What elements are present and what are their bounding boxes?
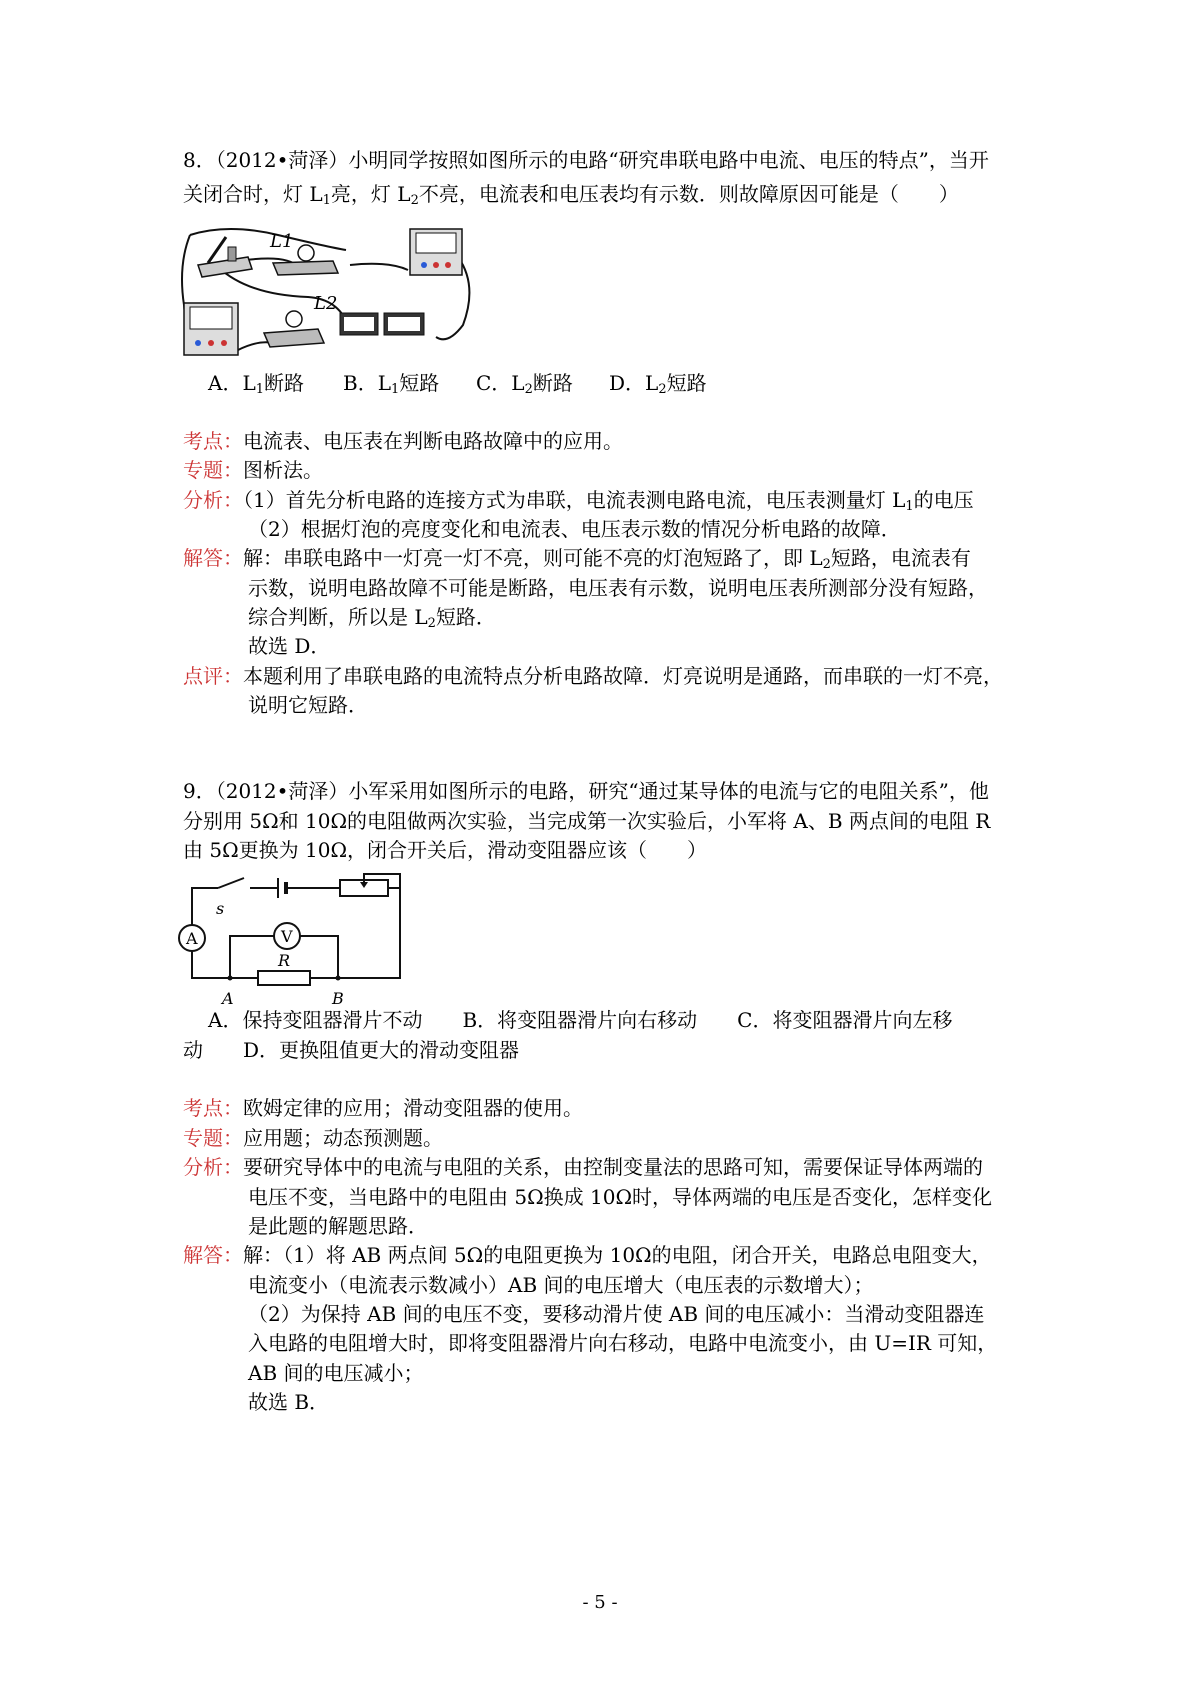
point-b-label: B (332, 989, 344, 1008)
q8-stem-line2: 关闭合时，灯 $L_1$亮，灯 $L_2$不亮，电流表和电压表均有示数．则故障原因可能是（ ） (183, 182, 959, 208)
q8-option-a[interactable]: A．$L_1$断路 (208, 371, 305, 397)
q9-stem-line1: 9．（2012•菏泽）小军采用如图所示的电路，研究“通过某导体的电流与它的电阻关系”，他 (183, 779, 989, 803)
q8-fenxi-line2: （2）根据灯泡的亮度变化和电流表、电压表示数的情况分析电路的故障． (248, 517, 901, 541)
voltmeter-dial (190, 307, 232, 329)
q9-jieda-line1: 解答：解：（1）将 AB 两点间 5Ω的电阻更换为 10Ω的电阻，闭合开关，电路总电阻变大， (183, 1243, 992, 1267)
q9-jieda-line5: AB 间的电压减小； (248, 1361, 424, 1385)
q9-fenxi-line1: 分析：要研究导体中的电流与电阻的关系，由控制变量法的思路可知，需要保证导体两端的 (183, 1155, 983, 1179)
l2-bulb-icon (286, 311, 302, 327)
q8-stem-line1: 8．（2012•菏泽）小明同学按照如图所示的电路“研究串联电路中电流、电压的特点”，当开 (183, 148, 989, 172)
l2-board (264, 329, 324, 347)
node-a (228, 976, 233, 981)
q8-jieda-line1: 解答：解：串联电路中一灯亮一灯不亮，则可能不亮的灯泡短路了，即 $L_2$短路，电流表有 (183, 546, 971, 572)
q9-options-line1[interactable]: A．保持变阻器滑片不动 B．将变阻器滑片向右移动 C．将变阻器滑片向左移 (208, 1008, 953, 1032)
q8-option-b[interactable]: B．$L_1$短路 (343, 371, 440, 397)
terminal (221, 340, 227, 346)
q9-jieda-line4: 入电路的电阻增大时，即将变阻器滑片向右移动，电路中电流变小，由 U=IR 可知， (248, 1331, 998, 1355)
q9-options-line2[interactable]: 动 D．更换阻值更大的滑动变阻器 (183, 1038, 520, 1062)
wire (350, 264, 408, 270)
terminal (208, 340, 214, 346)
q9-fenxi-line2: 电压不变，当电路中的电阻由 5Ω换成 10Ω时，导体两端的电压是否变化，怎样变化 (248, 1185, 993, 1209)
q8-dianping-line2: 说明它短路． (248, 693, 368, 717)
q8-option-c[interactable]: C．$L_2$断路 (476, 371, 573, 397)
ammeter-label: A (186, 929, 198, 948)
resistor-label: R (278, 951, 291, 970)
l1-board (273, 261, 338, 275)
switch-base (198, 257, 252, 277)
switch-clip (228, 247, 236, 261)
battery-label (388, 317, 420, 331)
switch-lever (208, 237, 226, 263)
battery-label (344, 317, 374, 331)
q8-zhuanti: 专题：图析法。 (183, 458, 323, 482)
point-a-label: A (222, 989, 234, 1008)
q8-circuit-figure (178, 225, 478, 385)
q8-option-d[interactable]: D．$L_2$短路 (609, 371, 707, 397)
q9-jieda-line2: 电流变小（电流表示数减小）AB 间的电压增大（电压表的示数增大）； (248, 1273, 874, 1297)
node-b (336, 976, 341, 981)
q9-circuit-figure (178, 870, 448, 1015)
q8-jieda-line3: 综合判断，所以是 $L_2$短路． (248, 605, 496, 631)
q9-stem-line3: 由 5Ω更换为 10Ω，闭合开关后，滑动变阻器应该（ ） (183, 838, 708, 862)
wire (192, 951, 230, 978)
ammeter-dial (416, 233, 456, 253)
q9-zhuanti: 专题：应用题；动态预测题。 (183, 1126, 443, 1150)
q8-dianping-line1: 点评：本题利用了串联电路的电流特点分析电路故障．灯亮说明是通路，而串联的一灯不亮， (183, 664, 1003, 688)
terminal (433, 262, 439, 268)
l1-label: L1 (270, 231, 294, 252)
voltmeter-label: V (281, 927, 293, 946)
wire (190, 229, 346, 250)
q9-jieda-line3: （2）为保持 AB 间的电压不变，要移动滑片使 AB 间的电压减小：当滑动变阻器连 (248, 1302, 985, 1326)
terminal (195, 340, 201, 346)
terminal (421, 262, 427, 268)
wire (192, 888, 218, 926)
q9-jieda-line6: 故选 B． (248, 1390, 330, 1414)
resistor-icon (258, 971, 310, 985)
q8-jieda-line4: 故选 D． (248, 634, 331, 658)
l1-bulb-icon (298, 245, 314, 261)
wire (338, 874, 400, 978)
q8-jieda-line2: 示数，说明电路故障不可能是断路，电压表有示数，说明电压表所测部分没有短路， (248, 576, 988, 600)
switch-blade (218, 878, 244, 888)
l2-label: L2 (314, 293, 338, 314)
terminal (445, 262, 451, 268)
q8-fenxi-line1: 分析：（1）首先分析电路的连接方式为串联，电流表测电路电流，电压表测量灯 $L_1$的电压 (183, 488, 974, 514)
slider-arrow-icon (360, 882, 368, 888)
switch-label: s (216, 899, 225, 918)
q9-stem-line2: 分别用 5Ω和 10Ω的电阻做两次实验，当完成第一次实验后，小军将 A、B 两点间的电阻 R (183, 809, 991, 833)
q9-kaodian: 考点：欧姆定律的应用；滑动变阻器的使用。 (183, 1096, 583, 1120)
q9-fenxi-line3: 是此题的解题思路． (248, 1214, 428, 1238)
q8-kaodian: 考点：电流表、电压表在判断电路故障中的应用。 (183, 429, 623, 453)
page-number: - 5 - (582, 1592, 618, 1613)
